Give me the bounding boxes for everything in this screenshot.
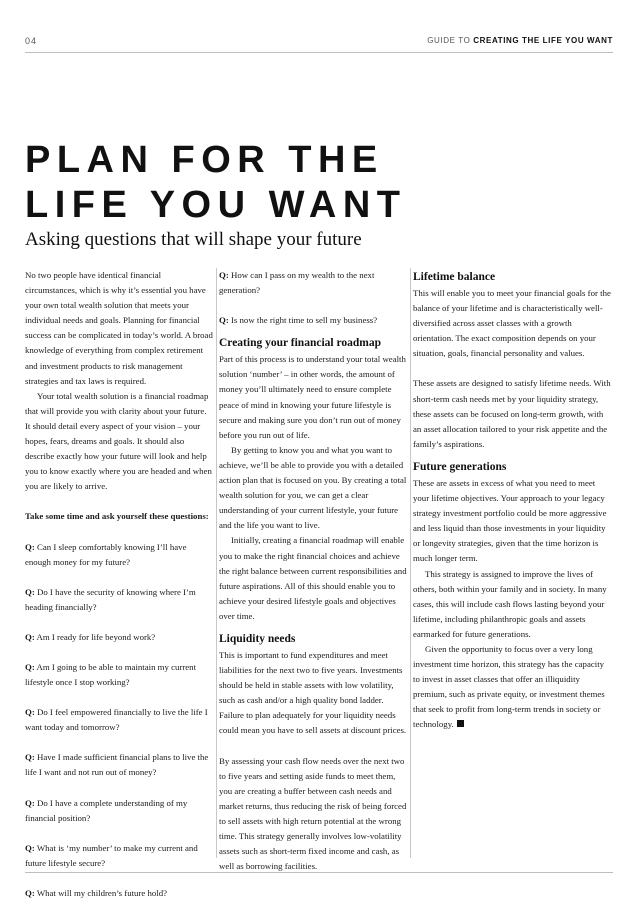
intro-paragraph: No two people have identical financial circumstances, which is why it’s essential you have your own total wealth solution that meets your individual needs and goals. Planning for financial success can be complicated in today’s world. A broad knowledge of everything from complex retirement and investment products to risk management strategies and tax laws is required.: [25, 270, 213, 386]
roadmap-heading: Creating your financial roadmap: [219, 337, 381, 350]
column-divider: [216, 268, 217, 858]
question-item: [219, 268, 407, 298]
question-label: Q:: [25, 541, 35, 552]
roadmap-paragraph-3: Initially, creating a financial roadmap will enable you to make the right financial choices and achieve the right balance between current responsibilities and future aspirations. All of this should enable you to achieve your desired lifestyle goals and objectives over time.: [219, 535, 407, 621]
question-label: Q:: [25, 661, 35, 672]
question-text: Do I have the security of knowing where I’m heading financially?: [25, 586, 196, 612]
page-title: [25, 138, 406, 228]
question-text: What is ‘my number’ to make my current and future lifestyle secure?: [25, 842, 198, 868]
question-text: Am I ready for life beyond work?: [36, 631, 156, 642]
question-label: Q:: [25, 842, 35, 853]
liquidity-paragraph-2: By assessing your cash flow needs over the next two to five years and setting aside funds to meet them, you are creating a buffer between cash needs and market returns, thus reducing the risk of being forced to sell assets with high return potential at the wrong time. This strategy generally involves low-volatility assets such as short-term fixed income and cash, as well as borrowing facilities.: [219, 755, 407, 872]
question-label: Q:: [25, 631, 35, 642]
question-label: Q:: [219, 270, 229, 280]
question-item: [25, 796, 213, 826]
question-item: [25, 750, 213, 780]
page-number: 04: [25, 36, 38, 46]
question-item: [25, 705, 213, 735]
question-text: What will my children’s future hold?: [36, 887, 168, 898]
future-paragraph-3-text: Given the opportunity to focus over a very long investment time horizon, this strategy has the capacity to invest in asset classes that offer an illiquidity premium, such as private equity, or investment themes that seek to profit from long-term trends in society or technology.: [413, 643, 605, 730]
column-3: [413, 268, 613, 733]
question-item: [25, 841, 213, 871]
question-label: Q:: [25, 586, 35, 597]
lifetime-paragraph-1: This will enable you to meet your financial goals for the balance of your lifetime and is characteristically well-diversified across asset classes with a growth orientation. The exact composition depends on your situation, goals, financial personality and values.: [413, 288, 611, 359]
lifetime-heading: Lifetime balance: [413, 271, 496, 283]
footer-rule: [25, 872, 613, 873]
question-item: [25, 660, 213, 690]
running-header-prefix: GUIDE TO: [427, 36, 471, 45]
question-label: Q:: [25, 887, 35, 898]
question-text: Is now the right time to sell my business?: [230, 315, 378, 326]
page-title-line-1: PLAN FOR THE: [25, 139, 384, 181]
future-paragraph-1: These are assets in excess of what you need to meet your lifetime objectives. Your approach to your legacy strategy investment portfolio could be more aggressive and less liquid than those investments in your liquidity or longevity strategies, given that the time horizon is much longer term.: [413, 477, 607, 564]
end-of-article-mark: [457, 720, 464, 727]
running-header: [427, 36, 613, 46]
header-rule: [25, 52, 613, 53]
take-time-prompt: Take some time and ask yourself these questions:: [25, 511, 209, 522]
liquidity-paragraph-1: This is important to fund expenditures and meet liabilities for the next two to five years. Investments should be held in stable assets with low volatility, such as cash and/or a high quality bond ladder. Failure to plan adequately for your liquidity needs could mean you have to sell assets at discount prices.: [219, 649, 407, 736]
column-divider: [410, 268, 411, 858]
future-heading: Future generations: [413, 460, 507, 473]
lifetime-paragraph-2: These assets are designed to satisfy lifetime needs. With short-term cash needs met by your liquidity strategy, these assets can be focused on long-term growth, with an asset allocation tailored to your risk appetite and the family’s aspirations.: [413, 378, 611, 449]
question-item: [25, 540, 213, 570]
future-paragraph-3: [413, 642, 613, 733]
question-label: Q:: [25, 707, 35, 718]
question-label: Q:: [25, 752, 35, 763]
question-text: Have I made sufficient financial plans to live the life I want and not run out of money?: [25, 752, 209, 778]
column-2: [219, 268, 407, 874]
page-title-line-2: LIFE YOU WANT: [25, 184, 407, 226]
page-subtitle: Asking questions that will shape your future: [25, 229, 362, 250]
question-text: Am I going to be able to maintain my current lifestyle once I stop working?: [25, 661, 197, 688]
question-text: Can I sleep comfortably knowing I’ll have enough money for my future?: [25, 541, 187, 567]
question-label: Q:: [25, 797, 35, 808]
running-header-title: CREATING THE LIFE YOU WANT: [473, 36, 613, 45]
roadmap-paragraph-1: Part of this process is to understand your total wealth solution ‘number’ – in other words, the amount of money you’ll ultimately need to ensure complete peace of mind in knowing your future lifestyle is secure and making sure you don’t run out of money before you run out of life.: [219, 354, 406, 440]
wealth-solution-paragraph: Your total wealth solution is a financial roadmap that will provide you with clarity about your future. It should detail every aspect of your vision – your hopes, fears, dreams and goals. It should also describe exactly how your future will look and help you to know exactly where you are headed and when you are likely to arrive.: [25, 390, 212, 492]
question-text: How can I pass on my wealth to the next generation?: [219, 270, 375, 296]
question-label: Q:: [219, 315, 229, 326]
roadmap-paragraph-2: By getting to know you and what you want to achieve, we’ll be able to provide you with a detailed action plan that is focused on you. By creating a total wealth solution for you, we can get a clear understanding of your current lifestyle, your future and the life you want to live.: [219, 444, 407, 531]
question-item: [25, 630, 213, 645]
question-item: [25, 886, 213, 901]
liquidity-heading: Liquidity needs: [219, 632, 296, 645]
question-item: [25, 585, 213, 615]
column-1: [25, 268, 213, 901]
future-paragraph-2: This strategy is assigned to improve the lives of others, both within your family and in society. In many cases, this will include cash flows lasting beyond your lifetime, including philanthropic goals and assets earmarked for future generations.: [413, 568, 607, 639]
question-text: Do I feel empowered financially to live the life I want today and tomorrow?: [25, 707, 208, 733]
question-item: [219, 313, 407, 328]
question-text: Do I have a complete understanding of my financial position?: [25, 797, 188, 823]
